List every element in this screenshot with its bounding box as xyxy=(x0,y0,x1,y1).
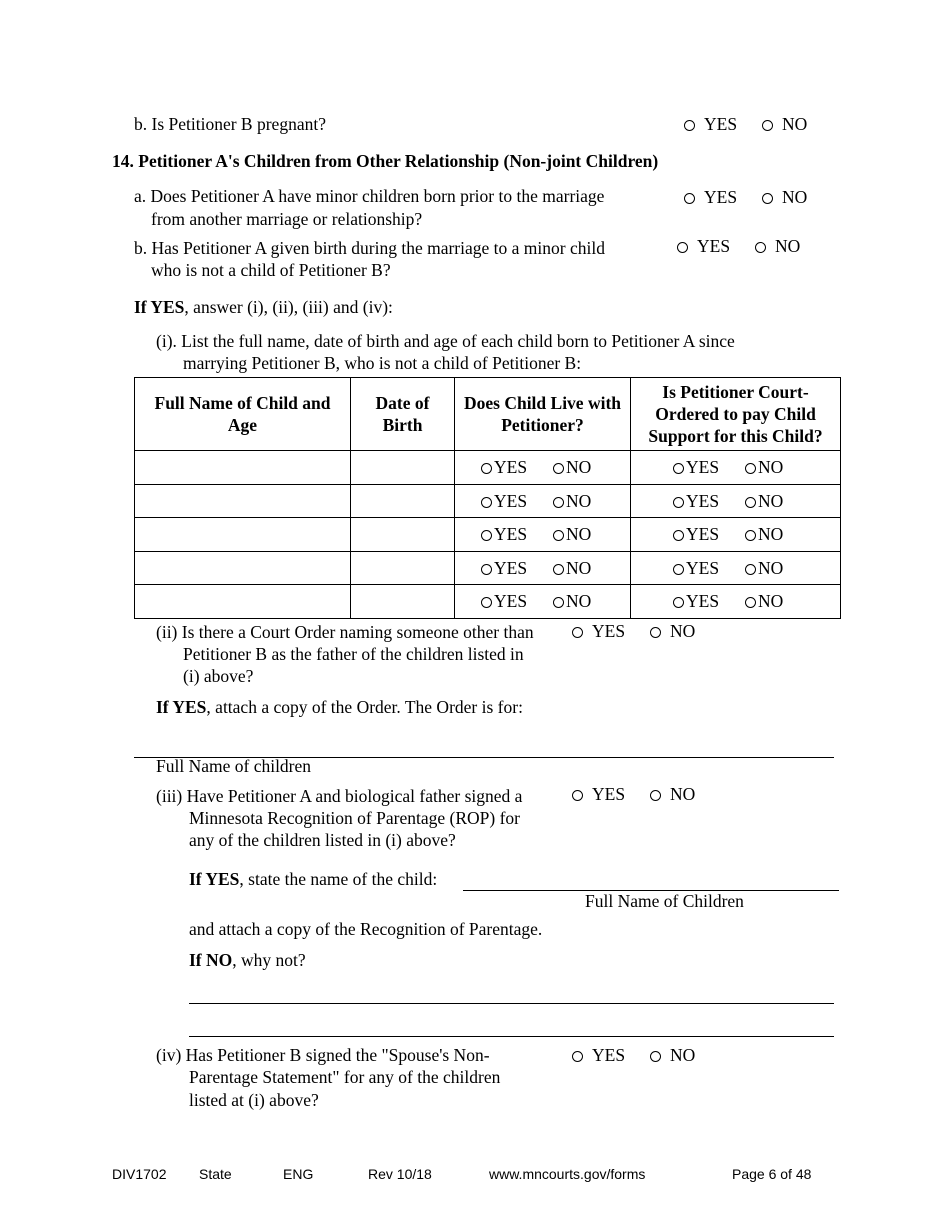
support-no-label: NO xyxy=(758,457,784,477)
child-dob-cell[interactable] xyxy=(351,451,455,485)
part-i-line1: (i). List the full name, date of birth and age of each child born to Petitioner A since xyxy=(156,331,735,351)
part-ii-line2: Petitioner B as the father of the children listed in xyxy=(183,644,524,664)
rop-child-instruction xyxy=(189,869,437,890)
lives-yes-radio[interactable] xyxy=(481,530,492,541)
part-ii-yes-label: YES xyxy=(592,621,626,641)
child-name-cell[interactable] xyxy=(135,518,351,552)
q13b-yes-radio[interactable] xyxy=(684,120,695,131)
lives-yes-radio[interactable] xyxy=(481,597,492,608)
support-no-radio[interactable] xyxy=(745,497,756,508)
support-no-label: NO xyxy=(758,591,784,611)
support-cell xyxy=(631,551,841,585)
part-iii-no-radio[interactable] xyxy=(650,790,661,801)
footer-form-id: DIV1702 xyxy=(112,1166,167,1182)
order-children-caption: Full Name of children xyxy=(156,756,312,776)
support-yes-radio[interactable] xyxy=(673,530,684,541)
lives-with-cell xyxy=(455,518,631,552)
header-support-l3: Support for this Child? xyxy=(648,426,823,446)
section-14-heading: 14. Petitioner A's Children from Other Relationship (Non-joint Children) xyxy=(112,151,659,171)
lives-no-label: NO xyxy=(566,557,592,578)
rop-child-name-field[interactable] xyxy=(466,869,836,889)
support-no-radio[interactable] xyxy=(745,530,756,541)
if-no-bold: If NO xyxy=(189,950,233,970)
part-ii-yes-radio[interactable] xyxy=(572,627,583,638)
why-not-field-1[interactable] xyxy=(192,982,832,1002)
q13b-yes-label: YES xyxy=(704,114,738,134)
child-dob-cell[interactable] xyxy=(351,585,455,619)
q14b-no-radio[interactable] xyxy=(755,242,766,253)
lives-no-radio[interactable] xyxy=(553,530,564,541)
part-iv-no-radio[interactable] xyxy=(650,1051,661,1062)
header-support-l1: Is Petitioner Court- xyxy=(662,382,809,402)
lives-no-label: NO xyxy=(566,457,592,477)
support-yes-radio[interactable] xyxy=(673,597,684,608)
support-no-label: NO xyxy=(758,524,784,544)
lives-no-label: NO xyxy=(566,524,592,544)
table-row xyxy=(135,518,841,552)
support-yes-label: YES xyxy=(686,490,720,511)
support-yes-label: YES xyxy=(686,557,720,578)
order-if-yes-bold: If YES xyxy=(156,697,207,717)
why-not-underline-1 xyxy=(189,1003,834,1004)
table-row xyxy=(135,585,841,619)
part-iii-line1: (iii) Have Petitioner A and biological father signed a xyxy=(156,786,523,806)
q14a-no-radio[interactable] xyxy=(762,193,773,204)
support-cell xyxy=(631,585,841,619)
part-iv-line3: listed at (i) above? xyxy=(189,1090,319,1110)
header-lives-l1: Does Child Live with xyxy=(463,393,622,413)
q14b-no-label: NO xyxy=(775,236,801,256)
header-dob-l1: Date of xyxy=(375,393,430,413)
table-header-row xyxy=(135,378,841,451)
why-not-field-2[interactable] xyxy=(192,1015,832,1035)
lives-yes-label: YES xyxy=(494,557,528,578)
part-iv-no-label: NO xyxy=(670,1045,696,1065)
part-ii-line1: (ii) Is there a Court Order naming someone other than xyxy=(156,622,534,642)
support-yes-radio[interactable] xyxy=(673,463,684,474)
if-yes-instruction xyxy=(134,297,393,318)
q14a-no-label: NO xyxy=(782,187,808,207)
child-name-cell[interactable] xyxy=(135,585,351,619)
lives-yes-label: YES xyxy=(494,457,528,477)
child-name-cell[interactable] xyxy=(135,484,351,518)
q14b-yes-label: YES xyxy=(697,236,731,256)
lives-yes-label: YES xyxy=(494,490,528,511)
lives-no-label: NO xyxy=(566,490,592,511)
if-yes-bold: If YES xyxy=(134,297,185,317)
part-iii-yes-label: YES xyxy=(592,784,626,804)
rop-if-yes-bold: If YES xyxy=(189,869,240,889)
if-yes-rest: , answer (i), (ii), (iii) and (iv): xyxy=(184,297,393,317)
support-no-radio[interactable] xyxy=(745,463,756,474)
why-not-underline-2 xyxy=(189,1036,834,1037)
header-dob xyxy=(351,378,455,451)
part-iii-yes-radio[interactable] xyxy=(572,790,583,801)
part-ii-line3: (i) above? xyxy=(183,666,254,686)
lives-yes-label: YES xyxy=(494,524,528,544)
support-no-label: NO xyxy=(758,557,784,578)
child-dob-cell[interactable] xyxy=(351,518,455,552)
header-full-name-l2: Age xyxy=(227,415,258,435)
footer-url[interactable]: www.mncourts.gov/forms xyxy=(489,1166,646,1182)
support-yes-label: YES xyxy=(686,591,720,611)
order-instruction xyxy=(156,697,523,718)
lives-with-cell xyxy=(455,484,631,518)
support-yes-label: YES xyxy=(686,457,720,477)
lives-no-radio[interactable] xyxy=(553,564,564,575)
part-ii-no-radio[interactable] xyxy=(650,627,661,638)
footer-page-number: Page 6 of 48 xyxy=(732,1166,812,1182)
part-iv-yes-radio[interactable] xyxy=(572,1051,583,1062)
header-support-l2: Ordered to pay Child xyxy=(655,404,816,424)
part-i-line2: marrying Petitioner B, who is not a child of Petitioner B: xyxy=(183,353,582,373)
question-14b-line1: b. Has Petitioner A given birth during the marriage to a minor child xyxy=(134,238,605,258)
q14a-yes-radio[interactable] xyxy=(684,193,695,204)
part-iv-line1: (iv) Has Petitioner B signed the "Spouse's Non- xyxy=(156,1045,490,1065)
lives-no-label: NO xyxy=(566,591,592,611)
q13b-no-label: NO xyxy=(782,114,808,134)
footer-revision: Rev 10/18 xyxy=(368,1166,432,1182)
support-yes-label: YES xyxy=(686,524,720,544)
question-13b: b. Is Petitioner B pregnant? xyxy=(134,114,326,134)
header-support xyxy=(631,378,841,451)
table-row xyxy=(135,551,841,585)
lives-yes-label: YES xyxy=(494,591,528,611)
header-lives-with xyxy=(455,378,631,451)
attach-rop-text: and attach a copy of the Recognition of Parentage. xyxy=(189,919,543,939)
part-iii-line2: Minnesota Recognition of Parentage (ROP) for xyxy=(189,808,520,828)
question-14a-line1: a. Does Petitioner A have minor children born prior to the marriage xyxy=(134,186,605,206)
part-iv-line2: Parentage Statement" for any of the children xyxy=(189,1067,501,1087)
lives-yes-radio[interactable] xyxy=(481,463,492,474)
lives-with-cell xyxy=(455,451,631,485)
question-14a-line2: from another marriage or relationship? xyxy=(151,209,423,229)
lives-yes-radio[interactable] xyxy=(481,497,492,508)
footer-jurisdiction: State xyxy=(199,1166,232,1182)
order-children-field[interactable] xyxy=(138,736,832,756)
part-ii-no-label: NO xyxy=(670,621,696,641)
support-cell xyxy=(631,518,841,552)
part-iii-no-label: NO xyxy=(670,784,696,804)
support-yes-radio[interactable] xyxy=(673,497,684,508)
lives-yes-radio[interactable] xyxy=(481,564,492,575)
header-lives-l2: Petitioner? xyxy=(501,415,584,435)
lives-no-radio[interactable] xyxy=(553,463,564,474)
part-iii-line3: any of the children listed in (i) above? xyxy=(189,830,456,850)
support-yes-radio[interactable] xyxy=(673,564,684,575)
child-dob-cell[interactable] xyxy=(351,551,455,585)
lives-with-cell xyxy=(455,585,631,619)
header-dob-l2: Birth xyxy=(382,415,423,435)
header-full-name xyxy=(135,378,351,451)
lives-with-cell xyxy=(455,551,631,585)
children-table xyxy=(134,377,841,619)
rop-if-yes-rest: , state the name of the child: xyxy=(239,869,438,889)
q13b-no-radio[interactable] xyxy=(762,120,773,131)
q14b-yes-radio[interactable] xyxy=(677,242,688,253)
table-row xyxy=(135,451,841,485)
child-name-cell[interactable] xyxy=(135,551,351,585)
part-iv-yes-label: YES xyxy=(592,1045,626,1065)
support-no-label: NO xyxy=(758,490,784,511)
footer-language: ENG xyxy=(283,1166,314,1182)
support-no-radio[interactable] xyxy=(745,564,756,575)
if-no-instruction xyxy=(189,950,306,971)
rop-child-caption: Full Name of Children xyxy=(585,891,744,911)
q14a-yes-label: YES xyxy=(704,187,738,207)
header-full-name-l1: Full Name of Child and xyxy=(154,393,331,413)
child-dob-cell[interactable] xyxy=(351,484,455,518)
support-no-radio[interactable] xyxy=(745,597,756,608)
if-no-rest: , why not? xyxy=(232,950,306,970)
support-cell xyxy=(631,484,841,518)
order-if-yes-rest: , attach a copy of the Order. The Order is for: xyxy=(206,697,523,717)
child-name-cell[interactable] xyxy=(135,451,351,485)
support-cell xyxy=(631,451,841,485)
lives-no-radio[interactable] xyxy=(553,497,564,508)
lives-no-radio[interactable] xyxy=(553,597,564,608)
table-row xyxy=(135,484,841,518)
question-14b-line2: who is not a child of Petitioner B? xyxy=(151,260,391,280)
